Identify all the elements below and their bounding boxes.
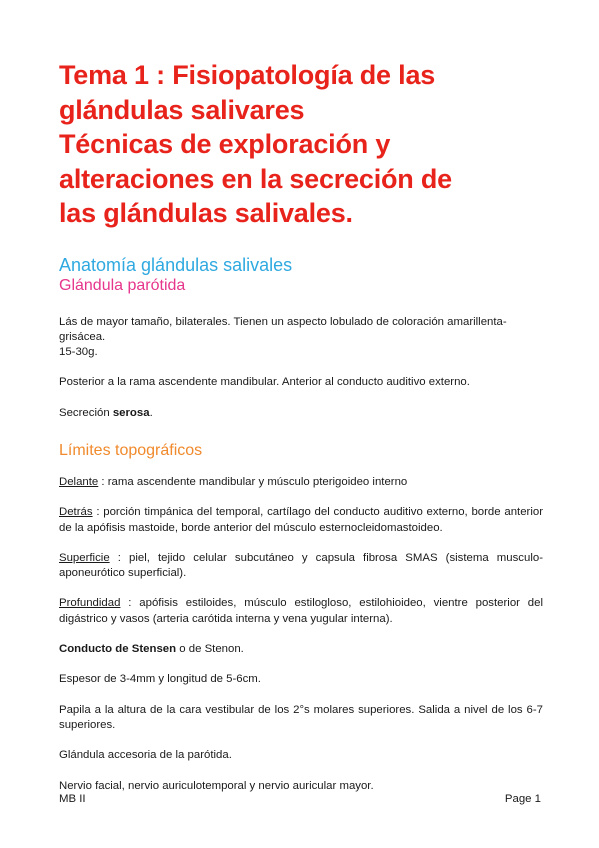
intro-paragraph — [59, 315, 543, 361]
secretion-paragraph — [59, 406, 543, 421]
title-line-1: Tema 1 : Fisiopatología de las — [59, 60, 436, 90]
limits-heading: Límites topográficos — [59, 441, 203, 459]
document-page — [59, 58, 543, 794]
title-line-3: Técnicas de exploración y — [59, 129, 391, 159]
limit-label: Detrás — [59, 506, 93, 519]
secretion-prefix: Secreción — [59, 406, 113, 419]
duct-name: Conducto de Stensen — [59, 643, 177, 656]
limit-text: : apófisis estiloides, músculo estilogloso, estilohioideo, vientre posterior del digástrico y vasos (arteria carótida interna y vena yugular interna). — [59, 597, 543, 625]
limit-text: : piel, tejido celular subcutáneo y capsula fibrosa SMAS (sistema musculo-aponeurótico superficial). — [59, 551, 543, 580]
limit-item — [59, 596, 543, 627]
limit-label: Profundidad — [59, 597, 121, 610]
accessory-paragraph: Glándula accesoria de la parótida. — [59, 749, 232, 762]
limit-text: : porción timpánica del temporal, cartílago del conducto auditivo externo, borde anterior de la apófisis mastoide, borde anterior del músculo esternocleidomastoideo. — [59, 506, 543, 534]
duct-size-paragraph: Espesor de 3-4mm y longitud de 5-6cm. — [59, 673, 261, 686]
intro-line-1: Lás de mayor tamaño, bilaterales. Tienen un aspecto lobulado de coloración amarillenta- — [59, 315, 507, 328]
limit-item — [59, 551, 543, 582]
footer-left: MB II — [59, 793, 86, 805]
title-line-4: alteraciones en la secreción de — [59, 163, 452, 194]
limit-item — [59, 475, 543, 490]
page-number: Page 1 — [504, 793, 541, 805]
limit-item — [59, 505, 543, 536]
intro-line-2: grisácea. — [59, 330, 106, 343]
secretion-type: serosa — [112, 406, 150, 419]
duct-name-suffix: o de Stenon. — [176, 643, 244, 656]
section-heading: Anatomía glándulas salivales — [59, 254, 293, 275]
limit-text: : rama ascendente mandibular y músculo pterigoideo interno — [98, 475, 408, 488]
secretion-suffix: . — [149, 406, 153, 419]
intro-line-3: 15-30g. — [59, 346, 98, 359]
limit-label: Superficie — [59, 551, 110, 564]
nerves-paragraph: Nervio facial, nervio auriculotemporal y nervio auricular mayor. — [59, 779, 374, 792]
limit-label: Delante — [59, 475, 99, 488]
position-paragraph: Posterior a la rama ascendente mandibular. Anterior al conducto auditivo externo. — [59, 376, 470, 389]
papilla-paragraph: Papila a la altura de la cara vestibular de los 2°s molares superiores. Salida a nivel de los 6-7 superiores. — [59, 703, 543, 731]
page-title — [59, 58, 543, 231]
duct-paragraph — [59, 642, 543, 657]
title-line-2: glándulas salivares — [59, 94, 305, 125]
title-line-5: las glándulas salivales. — [59, 198, 353, 228]
subsection-heading: Glándula parótida — [59, 276, 186, 294]
